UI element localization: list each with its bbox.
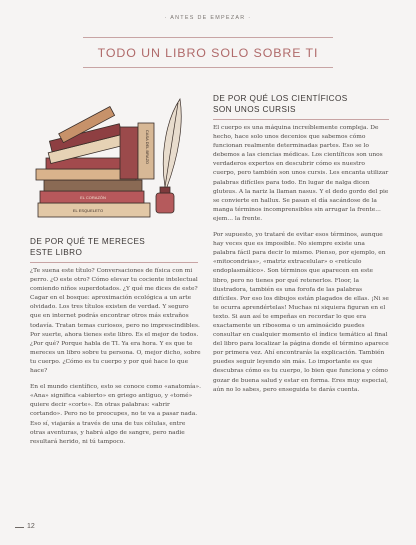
books-and-quill-illustration bbox=[28, 95, 188, 225]
left-heading-line-1: DE POR QUÉ TE MERECES bbox=[30, 237, 146, 246]
book-spine-label-2: EL CORAZÓN bbox=[80, 195, 106, 200]
book-brown-low bbox=[44, 180, 142, 191]
right-heading-line-2: SON UNOS CURSIS bbox=[213, 104, 296, 114]
paragraph: El cuerpo es una máquina increíblemente compleja. De hecho, hace solo unos decenios que sabemos cómo funcionan realmente determinadas partes. Eso se lo debemos a las ciencias médicas. Los científicos son unos verdaderos expertos en descubrir cómo es nuestro cuerpo, pero también son unos cursis. Les encanta utilizar palabras difíciles para todo. En lugar de nalga dicen gluteus. A la nariz la llaman nasus. Y el dedo gordo del pie se convierte en hallux. Se pasan el día sacándose de la manga términos incomprensibles sin arrugar la frente... ejem... la frente. bbox=[213, 125, 389, 222]
left-body bbox=[30, 267, 201, 454]
footer-mark bbox=[15, 527, 24, 528]
left-heading-rule bbox=[30, 262, 198, 263]
page-title: TODO UN LIBRO SOLO SOBRE TI bbox=[97, 46, 319, 60]
left-heading bbox=[30, 237, 200, 258]
title-bottom-rule bbox=[83, 67, 333, 68]
right-heading-line-1: DE POR QUÉ LOS CIENTÍFICOS bbox=[213, 94, 348, 103]
section-label: · ANTES DE EMPEZAR · bbox=[164, 15, 252, 21]
title-top-rule bbox=[83, 37, 333, 38]
right-heading bbox=[213, 94, 393, 115]
right-body bbox=[213, 124, 389, 402]
paragraph: ¿Te suena este título? Conversaciones de física con mi perro. ¿O este otro? Cómo elevar tu cociente intelectual comiendo niños superdotados. ¿Y qué me dices de este? Cagar en el bosque: aproximación ecológica a un arte olvidado. Los tres títulos existen de verdad. Y seguro que en internet podrás encontrar otros más extraños todavía. Tratan temas curiosos, pero no imprescindibles. Por suerte, ahora tienes este libro. Es el mejor de todos. ¿Por qué? Porque habla de TI. Ya era hora. Y es que te mereces un libro sobre tu persona. O, mejor dicho, sobre tu cuerpo. ¿Cómo es tu cuerpo y por qué hace lo que hace? bbox=[30, 268, 201, 375]
book-spine-label-1: CASA DEL BRAZO bbox=[145, 129, 150, 165]
right-heading-rule bbox=[213, 119, 389, 120]
paragraph: En el mundo científico, esto se conoce como «anatomía». «Ana» significa «abierto» en griego antiguo, y «tomé» quiere decir «corte». En otras palabras: «abrir cortando». Pero no te preocupes, no te va a pasar nada. Eso sí, viajarás a través de una de tus células, entre otras aventuras, y habrá algo de sangre, pero nadie resultará herido, ni tú tampoco. bbox=[30, 384, 201, 445]
left-heading-line-2: ESTE LIBRO bbox=[30, 247, 83, 257]
book-upright-1 bbox=[120, 127, 138, 179]
books-stack bbox=[36, 107, 154, 217]
paragraph: Por supuesto, yo trataré de evitar esos términos, aunque hay veces que es imposible. No siempre existe una palabra fácil para decir lo mismo. Pienso, por ejemplo, en «mitocondrias», «matriz extracelular» o «retículo endoplasmático». Son términos que aparecen en este libro, pero no tienes por qué retenerlos. Floor, la ilustradora, también es una forofa de las palabras difíciles. Por eso los dibujos están plagados de ellas. ¡Ni se te ocurra aprendértelas! Muchas ni siquiera figuran en el texto. Si aun así te empeñas en recordar lo que era exactamente un ribosoma o un aminoácido puedes consultar en cualquier momento el índice temático al final del libro para localizar la página donde el término aparece por primera vez. Ahí encontrarás la explicación. También puedes seguir leyendo sin más. Lo importante es que descubras cómo es tu cuerpo, lo bien que funciona y cómo gozar de buena salud y estar en forma. Eres muy especial, aún no lo sabes, pero enseguida te darás cuenta. bbox=[213, 232, 389, 393]
quill-pen-icon bbox=[163, 99, 181, 187]
page-number: 12 bbox=[27, 523, 35, 530]
inkwell bbox=[156, 187, 174, 213]
book-spine-label-3: EL ESQUELETO bbox=[72, 208, 104, 213]
